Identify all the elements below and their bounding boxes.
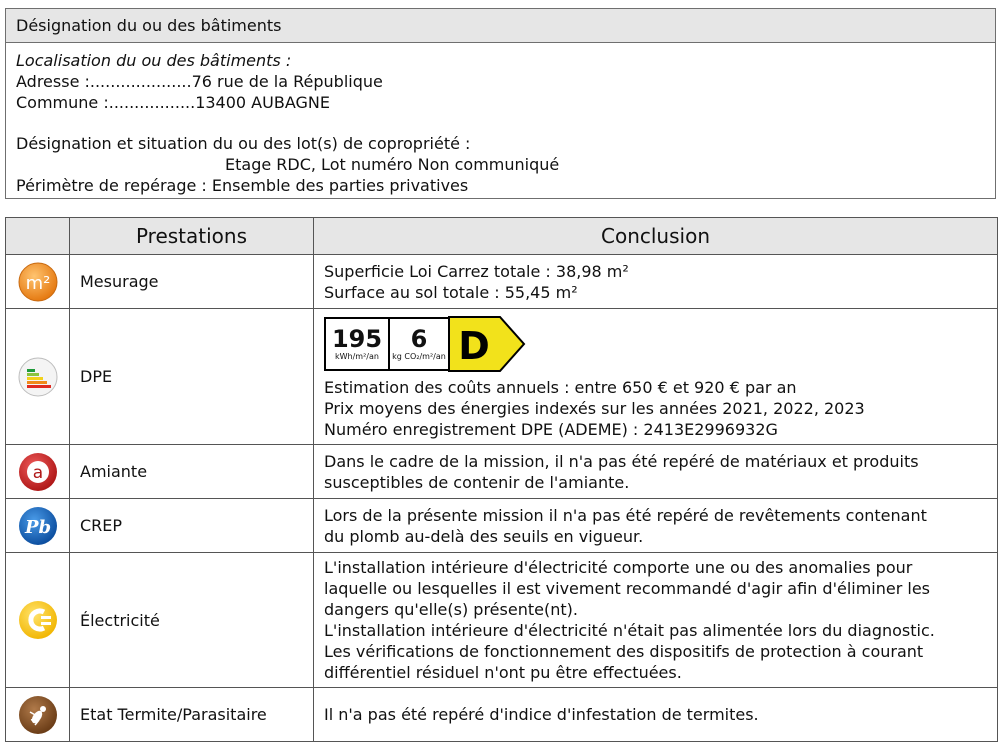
lots-title: Désignation et situation du ou des lot(s) de copropriété : — [16, 134, 471, 153]
svg-text:a: a — [32, 462, 43, 483]
prestation-name: CREP — [70, 499, 314, 553]
electric-plug-icon — [17, 599, 59, 641]
prestation-name: Mesurage — [70, 255, 314, 309]
prestation-name: Etat Termite/Parasitaire — [70, 688, 314, 742]
energy-unit: kWh/m²/an — [335, 352, 379, 361]
conclusion-cell: Dans le cadre de la mission, il n'a pas été repéré de matériaux et produits susceptibles de contenir de l'amiante. — [314, 445, 998, 499]
table-row — [6, 553, 998, 688]
designation-box — [5, 8, 996, 199]
lots-value: Etage RDC, Lot numéro Non communiqué — [225, 155, 560, 174]
amiante-icon — [17, 451, 59, 493]
prestation-name: DPE — [70, 309, 314, 445]
icon-header-cell — [6, 218, 70, 255]
svg-text:Pb: Pb — [24, 516, 51, 538]
table-header-row — [6, 218, 998, 255]
dpe-label — [324, 315, 987, 373]
conclusion-cell: 195 kWh/m²/an 6 kg CO₂/m²/an D Estimation des coûts annuels : entre 650 € et 920 € par an Prix moyens des énergies indexés sur les années 2021, 2022, 2023 Numéro enregistrement DPE (ADEME) : 2413E2996932G — [314, 309, 998, 445]
prestations-table — [5, 217, 998, 742]
energy-value: 195 — [331, 325, 383, 353]
m2-icon — [17, 261, 59, 303]
table-row — [6, 255, 998, 309]
table-row — [6, 499, 998, 553]
conclusion-cell: Lors de la présente mission il n'a pas été repéré de revêtements contenant du plomb au-delà des seuils en vigueur. — [314, 499, 998, 553]
prestation-name: Amiante — [70, 445, 314, 499]
localisation-title: Localisation du ou des bâtiments : — [16, 51, 292, 70]
prestation-name: Électricité — [70, 553, 314, 688]
ges-unit: kg CO₂/m²/an — [392, 352, 446, 361]
perimetre-line: Périmètre de repérage : Ensemble des parties privatives — [16, 176, 469, 195]
lead-pb-icon — [17, 505, 59, 547]
dpe-class-letter: D — [458, 324, 490, 368]
prestations-header: Prestations — [70, 218, 314, 255]
table-row — [6, 445, 998, 499]
adresse-line: Adresse :....................76 rue de la République — [16, 72, 383, 91]
conclusion-cell: Il n'a pas été repéré d'indice d'infestation de termites. — [314, 688, 998, 742]
conclusion-cell: L'installation intérieure d'électricité comporte une ou des anomalies pour laquelle ou lesquelles il est vivement recommandé d'agir afin d'éliminer les dangers qu'elle(s) présente(nt). L'installation intérieure d'électricité n'était pas alimentée lors du diagnostic. Les vérifications de fonctionnement des dispositifs de protection à courant différentiel résiduel n'ont pu être effectuées. — [314, 553, 998, 688]
svg-text:m²: m² — [25, 272, 50, 294]
ges-value: 6 — [410, 325, 428, 353]
energy-label-icon — [17, 356, 59, 398]
commune-line: Commune :.................13400 AUBAGNE — [16, 93, 330, 112]
table-row — [6, 309, 998, 445]
termite-icon — [17, 694, 59, 736]
dpe-class-arrow — [448, 315, 526, 373]
conclusion-header: Conclusion — [314, 218, 998, 255]
conclusion-cell: Superficie Loi Carrez totale : 38,98 m² Surface au sol totale : 55,45 m² — [314, 255, 998, 309]
designation-header: Désignation du ou des bâtiments — [6, 9, 995, 43]
table-row — [6, 688, 998, 742]
